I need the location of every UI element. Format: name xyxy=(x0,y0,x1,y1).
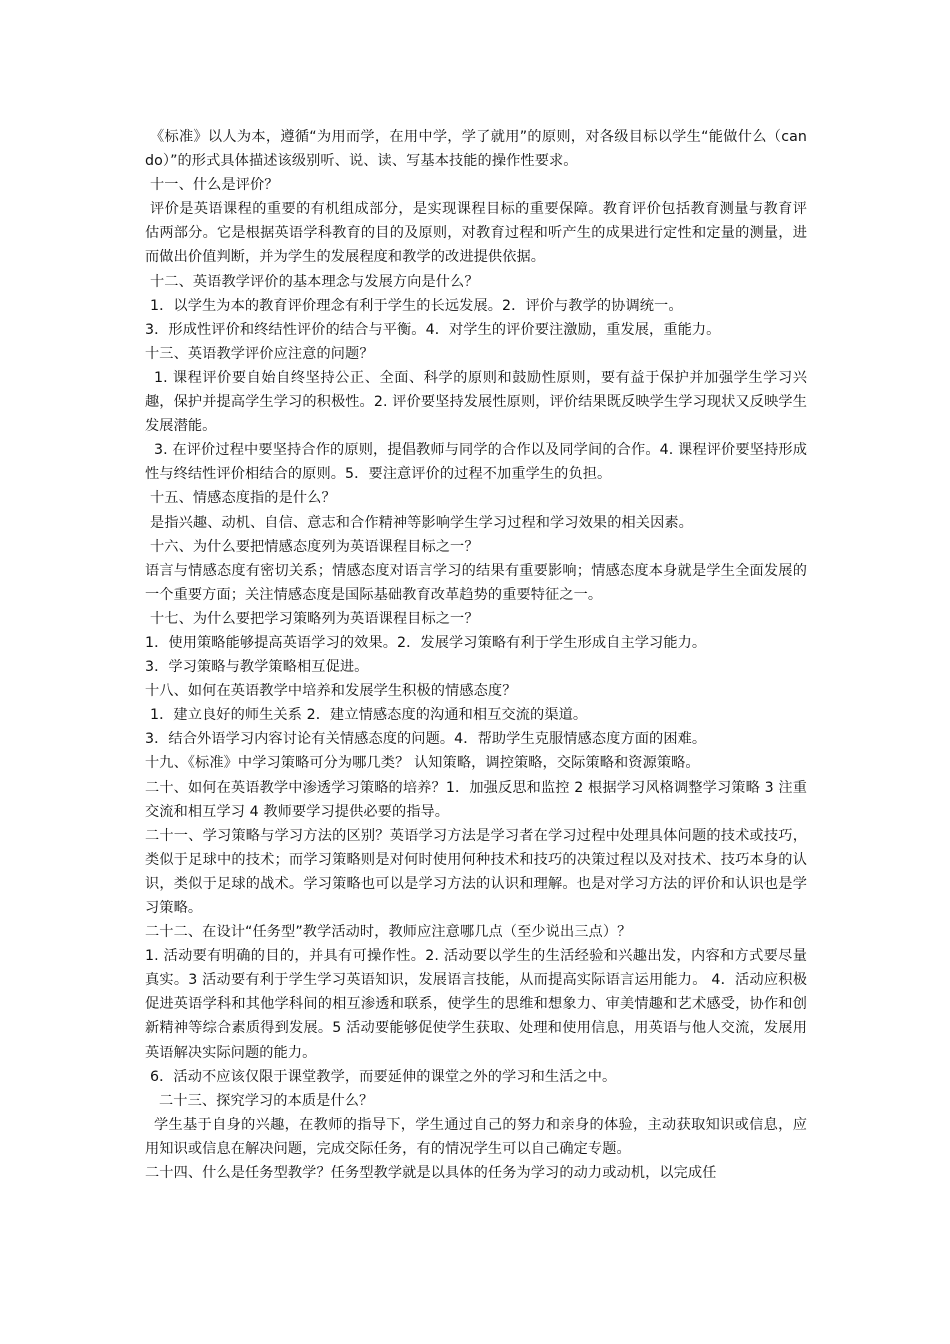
paragraph: 十七、为什么要把学习策略列为英语课程目标之一？ xyxy=(150,610,479,627)
paragraph: 二十二、在设计“任务型”教学活动时，教师应注意哪几点（至少说出三点）？ xyxy=(145,924,632,941)
paragraph: 二十三、探究学习的本质是什么？ xyxy=(159,1092,374,1109)
paragraph: 十九、《标准》中学习策略可分为哪几类？ 认知策略，调控策略，交际策略和资源策略。 xyxy=(145,755,700,772)
paragraph: 十二、英语教学评价的基本理念与发展方向是什么？ xyxy=(150,273,479,290)
paragraph: 3．形成性评价和终结性评价的结合与平衡。4．对学生的评价要注激励，重发展，重能力。 xyxy=(145,321,721,338)
paragraph: 1．建立良好的师生关系 2．建立情感态度的沟通和相互交流的渠道。 xyxy=(150,707,588,724)
paragraph: 《标准》以人为本，遵循“为用而学，在用中学，学了就用”的原则，对各级目标以学生“能做什么（can do）”的形式具体描述该级别听、说、读、写基本技能的操作性要求。 xyxy=(145,129,807,170)
paragraph: 十六、为什么要把情感态度列为英语课程目标之一？ xyxy=(150,538,479,555)
paragraph: 二十、如何在英语教学中渗透学习策略的培养？1．加强反思和监控 2 根据学习风格调整学习策略 3 注重交流和相互学习 4 教师要学习提供必要的指导。 xyxy=(145,779,807,820)
paragraph: 十三、英语教学评价应注意的问题？ xyxy=(145,345,374,362)
paragraph: 3．学习策略与教学策略相互促进。 xyxy=(145,659,369,676)
paragraph: 3. 在评价过程中要坚持合作的原则，提倡教师与同学的合作以及同学间的合作。4. 课程评价要坚持形成性与终结性评价相结合的原则。5．要注意评价的过程不加重学生的负担。 xyxy=(145,442,807,483)
paragraph: 1．使用策略能够提高英语学习的效果。2．发展学习策略有利于学生形成自主学习能力。 xyxy=(145,634,707,651)
paragraph: 十五、情感态度指的是什么？ xyxy=(150,490,336,507)
document-body xyxy=(145,125,807,1185)
paragraph: 1．以学生为本的教育评价理念有利于学生的长远发展。2．评价与教学的协调统一。 xyxy=(150,297,683,314)
paragraph: 学生基于自身的兴趣，在教师的指导下，学生通过自己的努力和亲身的体验，主动获取知识或信息，应用知识或信息在解决问题，完成交际任务，有的情况学生可以自己确定专题。 xyxy=(145,1116,807,1157)
paragraph: 语言与情感态度有密切关系；情感态度对语言学习的结果有重要影响；情感态度本身就是学生全面发展的一个重要方面；关注情感态度是国际基础教育改革趋势的重要特征之一。 xyxy=(145,562,807,603)
paragraph: 十八、如何在英语教学中培养和发展学生积极的情感态度？ xyxy=(145,683,517,700)
paragraph: 3．结合外语学习内容讨论有关情感态度的问题。4．帮助学生克服情感态度方面的困难。 xyxy=(145,731,707,748)
paragraph: 1. 课程评价要自始自终坚持公正、全面、科学的原则和鼓励性原则，要有益于保护并加强学生学习兴趣，保护并提高学生学习的积极性。2. 评价要坚持发展性原则，评价结果既反映学生学习现状又反映学生发展潜能。 xyxy=(145,369,807,435)
paragraph: 1. 活动要有明确的目的，并具有可操作性。2. 活动要以学生的生活经验和兴趣出发，内容和方式要尽量真实。3 活动要有利于学生学习英语知识，发展语言技能，从而提高实际语言运用能力。 4．活动应积极促进英语学科和其他学科间的相互渗透和联系，使学生的思维和想象力、审美情趣和艺术感受，协作和创新精神等综合素质得到发展。5 活动要能够促使学生获取、处理和使用信息，用英语与他人交流，发展用英语解决实际问题的能力。 xyxy=(145,948,807,1061)
paragraph: 是指兴趣、动机、自信、意志和合作精神等影响学生学习过程和学习效果的相关因素。 xyxy=(150,514,693,531)
paragraph: 二十一、学习策略与学习方法的区别？英语学习方法是学习者在学习过程中处理具体问题的技术或技巧，类似于足球中的技术；而学习策略则是对何时使用何种技术和技巧的决策过程以及对技术、技巧本身的认识，类似于足球的战术。学习策略也可以是学习方法的认识和理解。也是对学习方法的评价和认识也是学习策略。 xyxy=(145,827,807,916)
paragraph: 十一、什么是评价？ xyxy=(150,177,279,194)
paragraph: 评价是英语课程的重要的有机组成部分，是实现课程目标的重要保障。教育评价包括教育测量与教育评估两部分。它是根据英语学科教育的目的及原则，对教育过程和听产生的成果进行定性和定量的测量，进而做出价值判断，并为学生的发展程度和教学的改进提供依据。 xyxy=(145,201,807,266)
paragraph: 6．活动不应该仅限于课堂教学，而要延伸的课堂之外的学习和生活之中。 xyxy=(150,1068,617,1085)
paragraph: 二十四、什么是任务型教学？任务型教学就是以具体的任务为学习的动力或动机，以完成任 xyxy=(145,1165,717,1182)
